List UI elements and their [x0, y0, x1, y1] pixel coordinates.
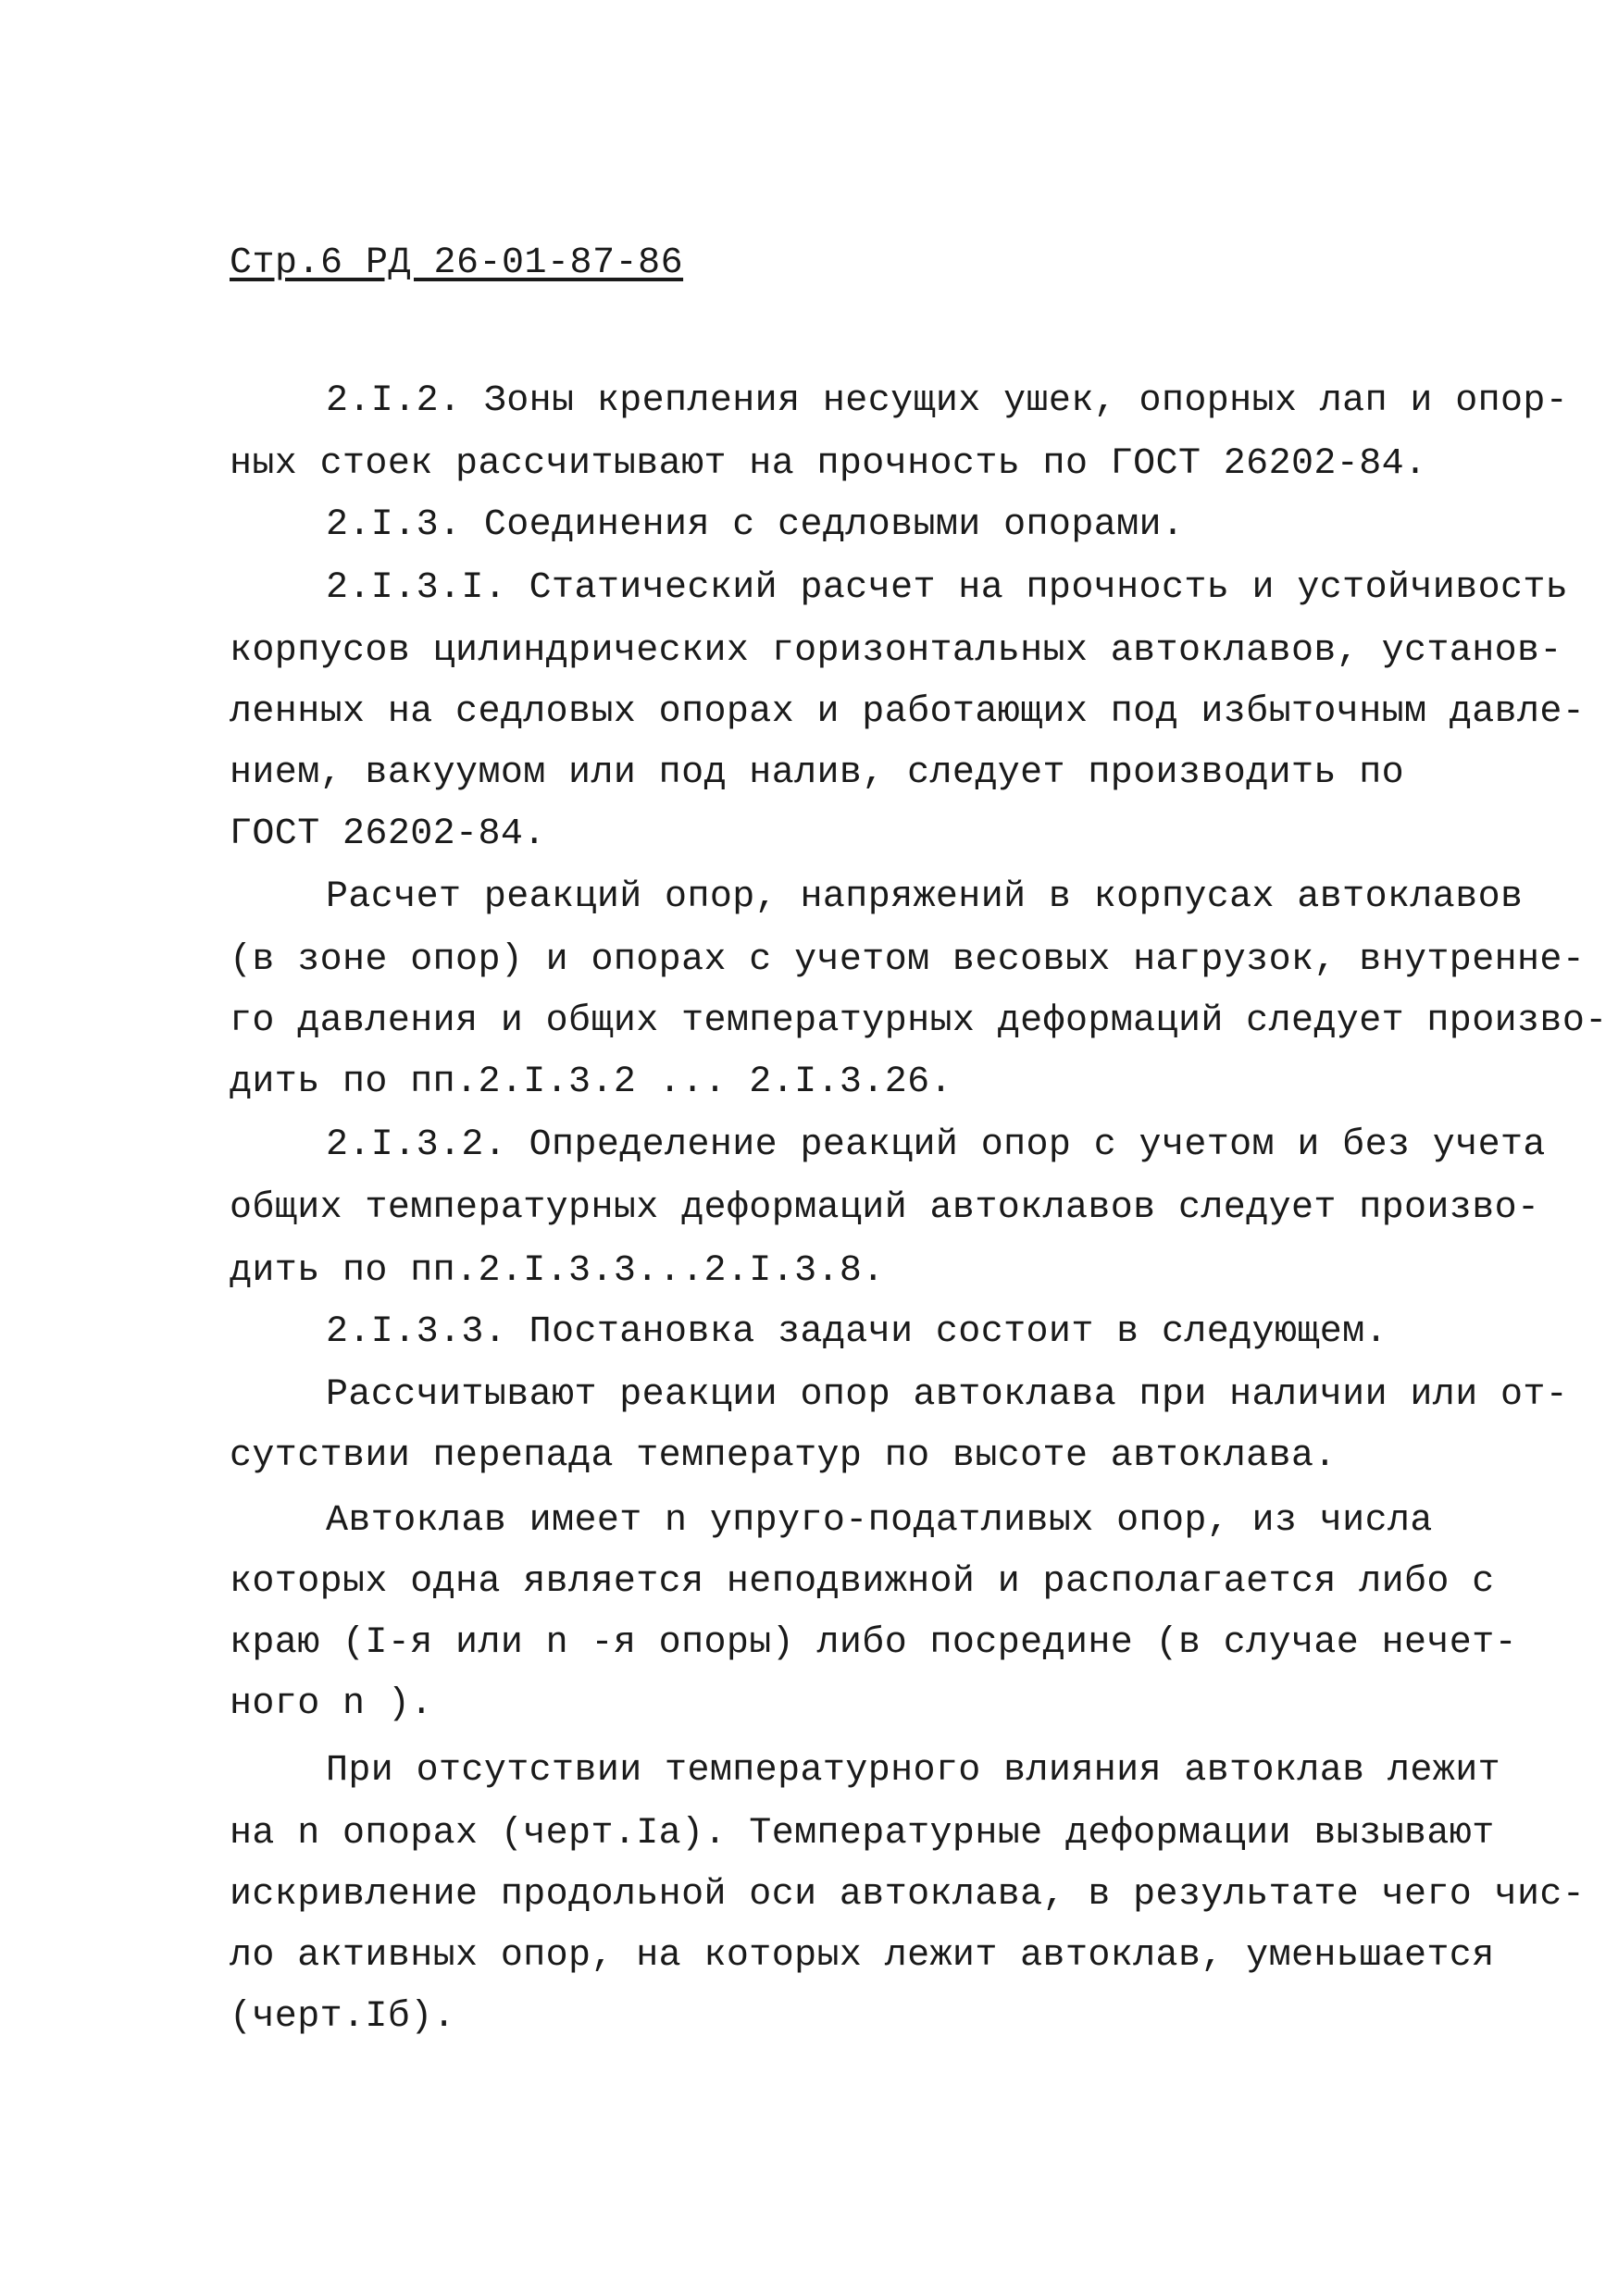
paragraph-line: Расчет реакций опор, напряжений в корпусах автоклавов [326, 876, 1524, 918]
paragraph-line: дить по пп.2.I.3.3...2.I.3.8. [230, 1250, 885, 1292]
paragraph-line: краю (I-я или n -я опоры) либо посредине (в случае нечет- [230, 1622, 1518, 1664]
paragraph-line: ло активных опор, на которых лежит автоклав, уменьшается [230, 1935, 1495, 1977]
paragraph-line: (черт.Iб). [230, 1996, 456, 2038]
paragraph-line: Рассчитывают реакции опор автоклава при наличии или от- [326, 1374, 1569, 1416]
paragraph-line: сутствии перепада температур по высоте автоклава. [230, 1435, 1337, 1477]
paragraph-line: дить по пп.2.I.3.2 ... 2.I.3.26. [230, 1061, 952, 1103]
paragraph-line: При отсутствии температурного влияния автоклав лежит [326, 1750, 1501, 1792]
paragraph-line: ного n ). [230, 1683, 433, 1725]
paragraph-line: искривление продольной оси автоклава, в результате чего чис- [230, 1874, 1586, 1916]
paragraph-line: ных стоек рассчитывают на прочность по ГОСТ 26202-84. [230, 443, 1427, 485]
paragraph-line: нием, вакуумом или под налив, следует производить по [230, 752, 1405, 794]
paragraph-line: на n опорах (черт.Iа). Температурные деформации вызывают [230, 1813, 1495, 1855]
paragraph-line: 2.I.2. Зоны крепления несущих ушек, опорных лап и опор- [326, 380, 1569, 422]
paragraph-line: (в зоне опор) и опорах с учетом весовых нагрузок, внутренне- [230, 939, 1586, 981]
page-header: Стр.6 РД 26-01-87-86 [230, 242, 684, 284]
paragraph-line: го давления и общих температурных деформаций следует произво- [230, 1000, 1608, 1042]
paragraph-line: 2.I.3.I. Статический расчет на прочность и устойчивость [326, 567, 1569, 609]
paragraph-line: корпусов цилиндрических горизонтальных автоклавов, установ- [230, 630, 1562, 672]
paragraph-line: ленных на седловых опорах и работающих под избыточным давле- [230, 691, 1586, 733]
paragraph-line: 2.I.3. Соединения с седловыми опорами. [326, 504, 1185, 546]
paragraph-line: 2.I.3.3. Постановка задачи состоит в следующем. [326, 1311, 1388, 1353]
paragraph-line: которых одна является неподвижной и располагается либо с [230, 1561, 1495, 1603]
paragraph-line: 2.I.3.2. Определение реакций опор с учетом и без учета [326, 1124, 1546, 1166]
paragraph-line: Автоклав имеет n упруго-податливых опор, из числа [326, 1500, 1433, 1542]
paragraph-line: ГОСТ 26202-84. [230, 813, 546, 855]
paragraph-line: общих температурных деформаций автоклавов следует произво- [230, 1187, 1540, 1229]
